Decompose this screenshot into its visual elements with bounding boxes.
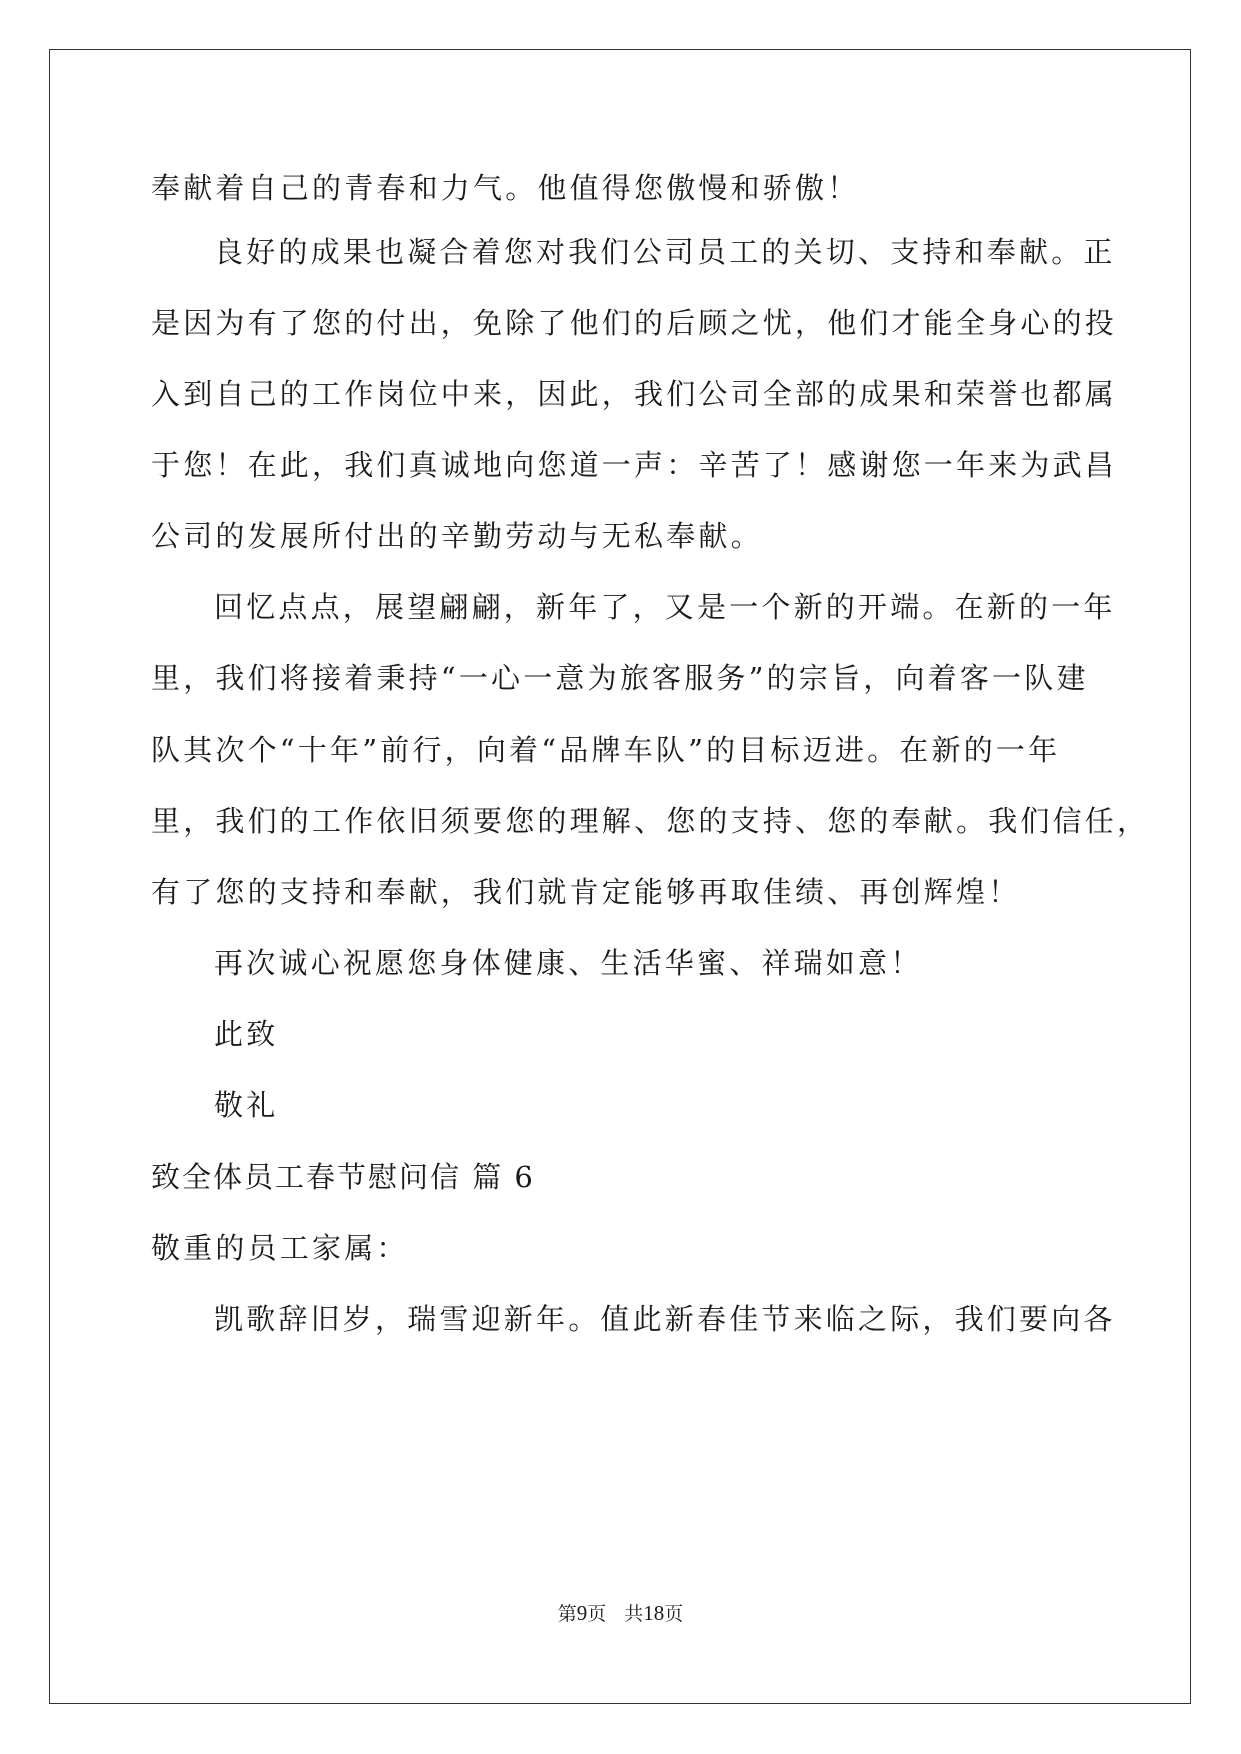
footer-page-number: 9 bbox=[576, 1601, 588, 1625]
paragraph-line: 公司的发展所付出的辛勤劳动与无私奉献。 bbox=[151, 519, 763, 553]
footer-total-suffix: 页 bbox=[664, 1603, 684, 1625]
greeting-line: 敬重的员工家属： bbox=[151, 1231, 409, 1265]
paragraph-line: 里，我们将接着秉持“一心一意为旅客服务”的宗旨，向着客一队建 bbox=[151, 661, 1089, 695]
footer-page-suffix: 页 bbox=[587, 1603, 607, 1625]
paragraph-line: 里，我们的工作依旧须要您的理解、您的支持、您的奉献。我们信任， bbox=[151, 804, 1150, 838]
paragraph-line: 再次诚心祝愿您身体健康、生活华蜜、祥瑞如意！ bbox=[214, 946, 923, 980]
paragraph-line: 奉献着自己的青春和力气。他值得您傲慢和骄傲！ bbox=[151, 171, 860, 205]
salutation-line: 敬礼 bbox=[214, 1088, 279, 1122]
section-heading: 致全体员工春节慰问信 篇 6 bbox=[151, 1160, 535, 1194]
salutation-line: 此致 bbox=[214, 1017, 279, 1051]
footer-page-prefix: 第 bbox=[557, 1603, 577, 1625]
paragraph-line: 良好的成果也凝合着您对我们公司员工的关切、支持和奉献。正 bbox=[214, 235, 1116, 269]
footer-total-prefix: 共 bbox=[624, 1603, 644, 1625]
footer-total-pages: 18 bbox=[643, 1601, 665, 1625]
paragraph-line: 凯歌辞旧岁，瑞雪迎新年。值此新春佳节来临之际，我们要向各 bbox=[214, 1302, 1116, 1336]
paragraph-line: 有了您的支持和奉献，我们就肯定能够再取佳绩、再创辉煌！ bbox=[151, 875, 1021, 909]
paragraph-line: 回忆点点，展望翩翩，新年了，又是一个新的开端。在新的一年 bbox=[214, 590, 1116, 624]
paragraph-line: 队其次个“十年”前行，向着“品牌车队”的目标迈进。在新的一年 bbox=[151, 733, 1061, 767]
paragraph-line: 于您！在此，我们真诚地向您道一声：辛苦了！感谢您一年来为武昌 bbox=[151, 448, 1118, 482]
paragraph-line: 是因为有了您的付出，免除了他们的后顾之忧，他们才能全身心的投 bbox=[151, 306, 1118, 340]
page-footer bbox=[0, 1601, 1241, 1626]
paragraph-line: 入到自己的工作岗位中来，因此，我们公司全部的成果和荣誉也都属 bbox=[151, 377, 1118, 411]
